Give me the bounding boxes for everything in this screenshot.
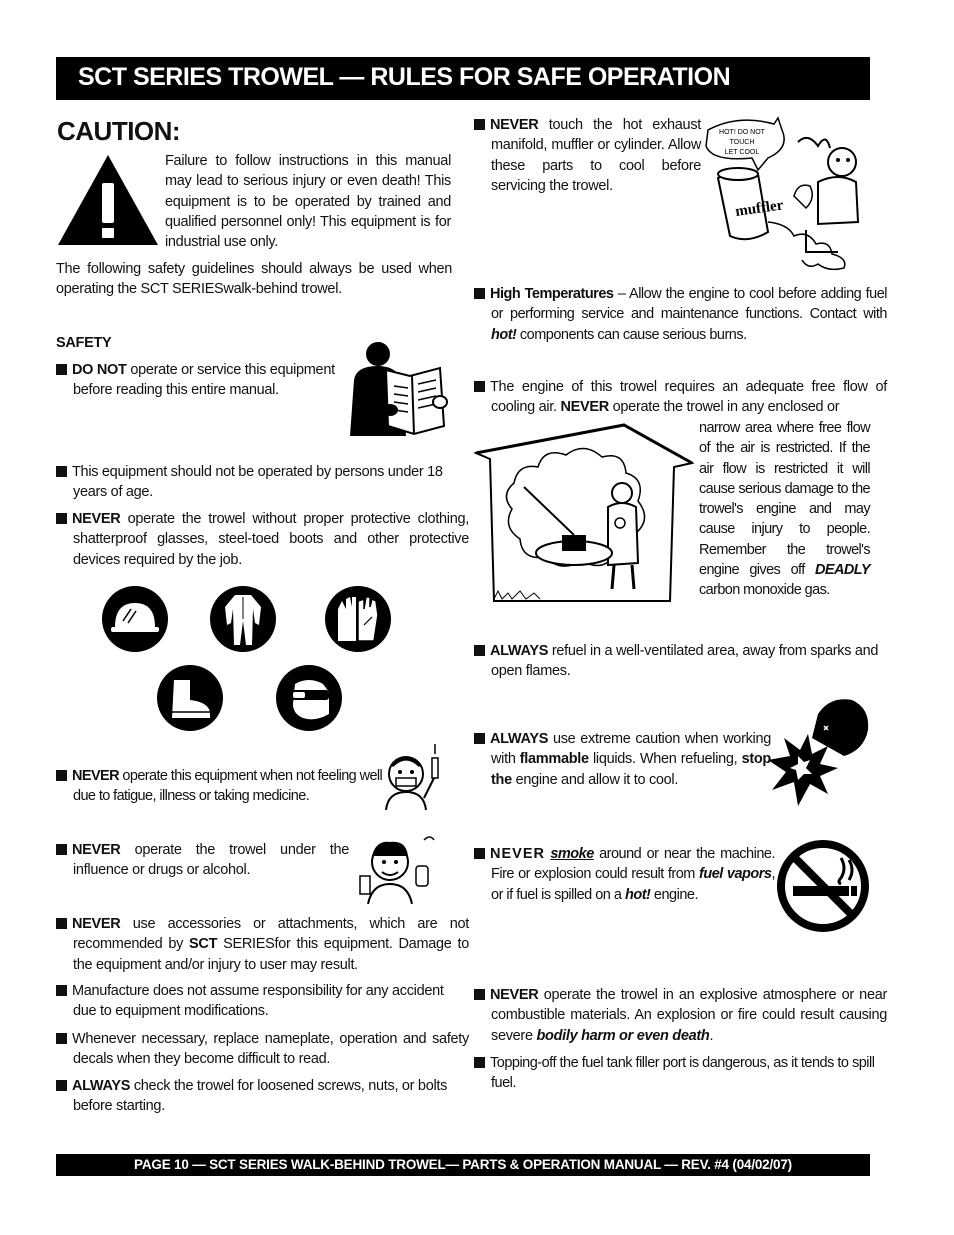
caution-heading: CAUTION: bbox=[57, 116, 181, 146]
coveralls-icon bbox=[209, 585, 277, 653]
bullet-modifications: Manufacture does not assume responsibility for any accident due to equipment modifications. bbox=[56, 981, 469, 1022]
sick-person-illustration bbox=[380, 740, 450, 810]
reading-manual-illustration bbox=[344, 340, 454, 436]
bullet-topping-off: Topping-off the fuel tank filler port is dangerous, as it tends to spill fuel. bbox=[474, 1053, 887, 1094]
caution-warning-text: Failure to follow instructions in this manual may lead to serious injury or even death! This equipment is to be operated by trained and qualified personnel only! This equipment is for industrial use only. bbox=[165, 153, 451, 251]
bullet-decals: Whenever necessary, replace nameplate, operation and safety decals when they become difficult to read. bbox=[56, 1029, 469, 1070]
bullet-flammable: ALWAYS use extreme caution when working with flammable liquids. When refueling, stop the engine and allow it to cool. bbox=[474, 729, 771, 790]
bullet-accessories: NEVER use accessories or attachments, which are not recommended by SCT SERIESfor this equipment. Damage to the equipment and/or injury to user may result. bbox=[56, 914, 469, 975]
muffler-label: muffler bbox=[734, 197, 785, 220]
safety-boot-icon bbox=[156, 664, 224, 732]
title-bar bbox=[56, 57, 870, 100]
bullet-drugs-alcohol: NEVER operate the trowel under the influence or drugs or alcohol. bbox=[56, 840, 349, 881]
bullet-hot-exhaust: NEVER touch the hot exhaust manifold, muffler or cylinder. Allow these parts to cool before servicing the trowel. bbox=[474, 115, 701, 196]
page-title: SCT SERIES TROWEL — RULES FOR SAFE OPERATION bbox=[78, 63, 731, 91]
bullet-protective-clothing: NEVER operate the trowel without proper protective clothing, shatterproof glasses, steel-toed boots and other protective devices required by the job. bbox=[56, 509, 469, 570]
bullet-under-18: This equipment should not be operated by persons under 18 years of age. bbox=[56, 462, 469, 503]
airflow-continued: narrow area where free flow of the air is restricted. If the air flow is restricted it will cause serious damage to the trowel's engine and may cause injury to people. Remember the trowel's engine gives off DEADLY carbon monoxide gas. bbox=[699, 420, 870, 599]
caution-intro: The following safety guidelines should always be used when operating the SCT SERIESwalk-behind trowel. bbox=[56, 261, 452, 298]
intoxicated-person-illustration bbox=[350, 832, 446, 904]
muffler-illustration bbox=[698, 112, 870, 274]
bullet-refuel: ALWAYS refuel in a well-ventilated area, away from sparks and open flames. bbox=[474, 641, 887, 682]
muffler-bubble-line-2: TOUCH bbox=[729, 139, 755, 146]
no-smoking-icon bbox=[775, 838, 871, 934]
safety-heading: SAFETY bbox=[56, 335, 112, 351]
bullet-explosive-atmosphere: NEVER operate the trowel in an explosive atmosphere or near combustible materials. An explosion or fire could result causing severe bodily harm or even death. bbox=[474, 985, 887, 1046]
bullet-airflow: The engine of this trowel requires an adequate free flow of cooling air. NEVER operate the trowel in any enclosed or bbox=[474, 377, 887, 418]
hard-hat-icon bbox=[101, 585, 169, 653]
explosion-icon bbox=[768, 694, 872, 808]
bullet-no-smoking: NEVER smoke around or near the machine. Fire or explosion could result from fuel vapors, or if fuel is spilled on a hot! engine. bbox=[474, 844, 775, 905]
warning-triangle-icon bbox=[56, 153, 160, 247]
bullet-fatigue: NEVER operate this equipment when not feeling well due to fatigue, illness or taking medicine. bbox=[56, 766, 385, 807]
footer-text: PAGE 10 — SCT SERIES WALK-BEHIND TROWEL— PARTS & OPERATION MANUAL — REV. #4 (04/02/07) bbox=[134, 1157, 792, 1172]
gloves-icon bbox=[324, 585, 392, 653]
enclosed-area-illustration bbox=[474, 423, 694, 605]
bullet-screws: ALWAYS check the trowel for loosened screws, nuts, or bolts before starting. bbox=[56, 1076, 469, 1117]
muffler-bubble-line-3: LET COOL bbox=[724, 149, 760, 156]
footer-bar bbox=[56, 1154, 870, 1176]
safety-glasses-icon bbox=[275, 664, 343, 732]
muffler-bubble-line-1: HOT! DO NOT bbox=[719, 129, 765, 136]
bullet-high-temperatures: High Temperatures – Allow the engine to cool before adding fuel or performing service and maintenance functions. Contact with hot! components can cause serious burns. bbox=[474, 284, 887, 345]
bullet-do-not-read: DO NOT operate or service this equipment before reading this entire manual. bbox=[56, 360, 363, 401]
